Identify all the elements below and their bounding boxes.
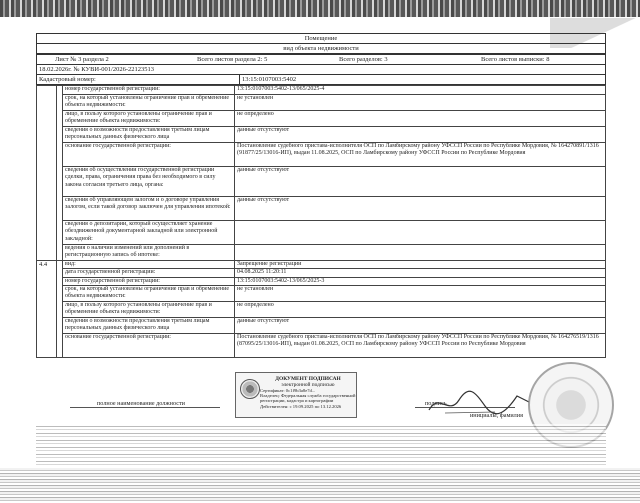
position-label: полное наименование должности [97, 400, 185, 407]
row-label: лицо, в пользу которого установлены ограничение прав и обременение объекта недвижимости: [63, 111, 235, 127]
table-row [37, 143, 606, 167]
row-value: 13:15:0107003:5402-13/065/2025-3 [235, 277, 606, 285]
sheet-info-row [36, 54, 606, 65]
row-label: вид: [63, 261, 235, 269]
row-value: данные отсутствуют [235, 127, 606, 143]
document [36, 33, 606, 358]
e-signature-stamp [235, 372, 357, 418]
table-row [37, 261, 606, 269]
scan-border-bottom [0, 468, 640, 503]
row-label: сведения об осуществлении государственной регистрации сделки, права, ограничения права без необходимого в силу закона согласия третьего лица, органа: [63, 167, 235, 197]
table-row [37, 111, 606, 127]
section-sheets-count: Всего листов раздела 2: 5 [197, 56, 268, 63]
row-label: сведения о возможности предоставления третьим лицам персональных данных физического лица [63, 317, 235, 333]
position-line [70, 407, 220, 408]
cadastral-label: Кадастровый номер: [37, 75, 240, 84]
table-row [37, 285, 606, 301]
table-row [37, 221, 606, 245]
row-value: Запрещение регистрации [235, 261, 606, 269]
row-value: данные отсутствуют [235, 317, 606, 333]
table-row [37, 333, 606, 357]
table-row [37, 277, 606, 285]
row-value: не определено [235, 301, 606, 317]
row-value: 13:15:0107003:5402-13/065/2025-4 [235, 86, 606, 95]
scan-noise-bottom [36, 424, 606, 468]
object-header [36, 33, 606, 54]
stamp-subtitle: электронной подписью [281, 382, 335, 388]
row-value: не установлен [235, 285, 606, 301]
scan-border-top [0, 0, 640, 17]
row-value: 04.08.2025 11:20:11 [235, 269, 606, 277]
record-number: 4.4 [37, 261, 57, 358]
stamp-details: Сертификат: 0c1f9b3a8e7d... Владелец: Федеральная служба государственной регистрации, кадастра и картографии Действителен: с 19.09.2025 по 13.12.2026 [260, 388, 356, 409]
object-type-subtitle: вид объекта недвижимости [37, 44, 605, 54]
row-label: номер государственной регистрации: [63, 277, 235, 285]
table-row [37, 167, 606, 197]
table-row [37, 245, 606, 261]
row-value: не установлен [235, 95, 606, 111]
row-label: срок, на который установлены ограничение прав и обременение объекта недвижимости: [63, 95, 235, 111]
row-label: лицо, в пользу которого установлены ограничение прав и обременение объекта недвижимости: [63, 301, 235, 317]
row-label: сведения о депозитарии, который осуществляет хранение обездвиженной документарной закладной или электронной закладной: [63, 221, 235, 245]
extract-sheets-count: Всего листов выписки: 8 [481, 56, 550, 63]
initials-label: инициалы, фамилия [470, 412, 523, 419]
handwritten-signature [425, 388, 535, 418]
row-label: номер государственной регистрации: [63, 86, 235, 95]
sections-count: Всего разделов: 3 [339, 56, 388, 63]
row-label: сведения о возможности предоставления третьим лицам персональных данных физического лица [63, 127, 235, 143]
row-value: данные отсутствуют [235, 167, 606, 197]
signature-label: подпись [425, 400, 447, 407]
coat-of-arms-icon [240, 379, 260, 399]
row-label: основание государственной регистрации: [63, 143, 235, 167]
row-label: дата государственной регистрации: [63, 269, 235, 277]
row-label: срок, на который установлены ограничение прав и обременение объекта недвижимости: [63, 285, 235, 301]
row-value [235, 221, 606, 245]
row-label: сведения об управляющем залогом и о договоре управления залогом, если такой договор заключен для управления ипотекой: [63, 197, 235, 221]
sheet-number: Лист № 3 раздела 2 [55, 56, 109, 63]
table-row [37, 95, 606, 111]
row-label: основание государственной регистрации: [63, 333, 235, 357]
table-row [37, 197, 606, 221]
row-label: ведения о наличии изменений или дополнений в регистрационную запись об ипотеке: [63, 245, 235, 261]
cadastral-row [36, 74, 606, 85]
table-row [37, 317, 606, 333]
table-row [37, 127, 606, 143]
row-value: Постановление судебного пристава-исполнителя ОСП по Ламбирскому району УФССП России по Республике Мордовия, № 164276519/1316 (87095/25/13016-ИП), выдан 01.08.2025, ОСП по Ламбирскому району УФССП России по Республике Мордовия [235, 333, 606, 357]
stamp-title: ДОКУМЕНТ ПОДПИСАН [275, 376, 341, 382]
object-type-title: Помещение [37, 34, 605, 44]
table-row [37, 301, 606, 317]
row-value [235, 245, 606, 261]
table-row [37, 86, 606, 95]
row-value: Постановление судебного пристава-исполнителя ОСП по Ламбирскому району УФССП России по Республике Мордовия, № 164270891/1316 (91877/25/13016-ИП), выдан 11.08.2025, ОСП по Ламбирскому району УФССП России по Республике Мордовия [235, 143, 606, 167]
extract-number: 18.02.2026г. № КУВИ-001/2026-22123513 [36, 65, 606, 74]
cadastral-value: 13:15:0107003:5402 [242, 76, 297, 83]
table-row [37, 269, 606, 277]
row-value: не определено [235, 111, 606, 127]
encumbrance-table [36, 85, 606, 358]
row-value: данные отсутствуют [235, 197, 606, 221]
